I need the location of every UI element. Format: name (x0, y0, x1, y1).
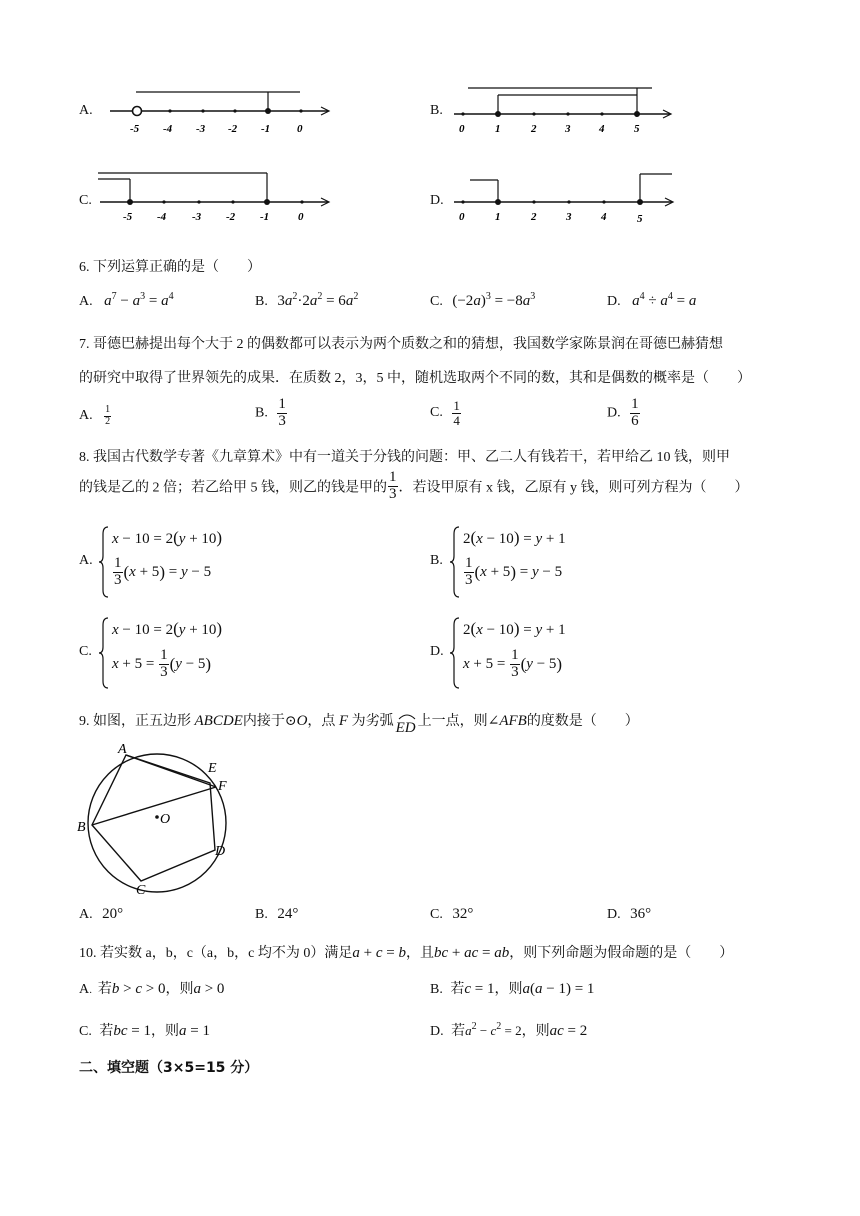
q7-option-b[interactable] (255, 397, 288, 430)
q5-option-d-number-line (452, 168, 682, 230)
figure-label-f: F (218, 779, 227, 794)
q9-option-d[interactable] (607, 906, 651, 923)
then-word: ，则 (494, 982, 523, 997)
tick-label: -5 (130, 123, 140, 135)
q7-stem-line-1: 7. 哥德巴赫提出每个大于 2 的偶数都可以表示为两个质数之和的猜想，我国数学家陈景润在哥德巴赫猜想 (79, 337, 723, 352)
tick-label: 5 (634, 123, 640, 135)
option-label: B. (430, 982, 443, 997)
if-word: 若 (99, 1024, 114, 1039)
option-label: C. (79, 1024, 92, 1039)
q10-stem-part: 10. 若实数 a，b，c（a，b，c 均不为 0）满足 (79, 946, 353, 961)
tick-label: 0 (459, 123, 465, 135)
option-value: 24° (277, 906, 299, 922)
denominator: 4 (453, 412, 460, 428)
numerator: 1 (453, 398, 460, 413)
tick-label: 2 (531, 123, 537, 135)
q7-option-a[interactable] (79, 405, 112, 427)
q8-option-d-eq-1[interactable]: 2(x − 10) = y + 1 (463, 619, 566, 638)
then-word: ，则 (150, 1024, 179, 1039)
q8-option-a-eq-2[interactable]: $\frac{1}{3}$ (x + 5) = y − 5 (114, 555, 212, 588)
tick-label: 0 (297, 123, 303, 135)
q9-figure-pentagon-in-circle (74, 738, 244, 898)
q9-stem-part: 9. 如图，正五边形 (79, 714, 191, 729)
tick-label: 0 (298, 211, 304, 223)
q5-option-a-label: A. (79, 103, 93, 118)
option-label: D. (607, 907, 621, 922)
q9-option-a[interactable] (79, 906, 123, 923)
if-word: 若 (451, 1024, 466, 1039)
figure-label-o: O (160, 812, 171, 827)
tick-label: -2 (228, 123, 238, 135)
q10-stem-part: ，则下列命题为假命题的是（ ） (509, 946, 734, 961)
q9-stem (79, 710, 639, 736)
q8-option-c-eq-1[interactable]: x − 10 = 2(y + 10) (112, 619, 223, 638)
option-label: A. (79, 907, 93, 922)
option-value: 36° (630, 906, 652, 922)
figure-label-c: C (136, 883, 146, 898)
decorative-dot: · (89, 988, 93, 999)
tick-label: 3 (566, 211, 572, 223)
q8-option-b-brace (449, 526, 461, 598)
option-label: D. (607, 294, 621, 309)
q8-option-c-brace (98, 617, 110, 689)
option-label: C. (430, 294, 443, 309)
q8-stem-part-b: ．若设甲原有 x 钱，乙原有 y 钱，则可列方程为（ ） (398, 480, 749, 496)
q8-option-b-label: B. (430, 553, 443, 568)
tick-label: 5 (637, 213, 643, 225)
tick-label: -2 (226, 211, 236, 223)
if-word: 若 (450, 982, 465, 997)
q5-option-a-number-line (108, 82, 338, 142)
option-value: 20° (102, 906, 124, 922)
q7-stem-line-2: 的研究中取得了世界领先的成果．在质数 2，3，5 中，随机选取两个不同的数，其和是偶数的概率是（ ） (79, 371, 751, 386)
q8-stem-line-2 (79, 470, 749, 503)
denominator: 3 (389, 485, 397, 502)
denominator: 3 (278, 412, 286, 429)
option-label: C. (430, 907, 443, 922)
option-label: D. (607, 405, 621, 421)
q10-stem: 10. 若实数 a，b，c（a，b，c 均不为 0）满足a + c = b，且bc + ac = ab，则下列命题为假命题的是（ ） (79, 945, 734, 961)
tick-label: 1 (495, 211, 501, 223)
q8-stem-line-1: 8. 我国古代数学专著《九章算术》中有一道关于分钱的问题：甲、乙二人有钱若干，若甲给乙 10 钱，则甲 (79, 450, 730, 465)
arc-symbol (398, 712, 416, 720)
q5-option-b-number-line (452, 82, 677, 142)
q5-option-d-label: D. (430, 193, 444, 208)
arc-name: ED (395, 720, 416, 736)
q8-stem-part-a: 的钱是乙的 2 倍；若乙给甲 5 钱，则乙的钱是甲的 (79, 480, 387, 496)
tick-label: -5 (123, 211, 133, 223)
q5-option-c-label: C. (79, 193, 92, 208)
denominator: 6 (631, 412, 639, 429)
q9-stem-part: 的度数是（ ） (526, 714, 639, 729)
q8-option-b-eq-2[interactable]: $\frac{1}{3}$ (x + 5) = y − 5 (465, 555, 563, 588)
figure-label-e: E (208, 761, 217, 776)
option-label: A (79, 982, 89, 997)
option-label: A. (79, 294, 93, 309)
q9-stem-part: 上一点，则∠ (417, 714, 500, 729)
q8-option-c-label: C. (79, 644, 92, 659)
option-label: C. (430, 405, 443, 421)
q9-stem-part: ，点 (307, 714, 336, 729)
tick-label: -3 (192, 211, 202, 223)
q9-stem-part: 为劣弧 (351, 714, 394, 729)
q10-option-c[interactable]: C. 若bc = 1，则a = 1 (79, 1023, 210, 1039)
figure-label-b: B (77, 820, 86, 835)
point-name: F (338, 713, 349, 729)
q9-stem-part: 内接于⊙ (242, 714, 297, 729)
figure-label-d: D (215, 844, 226, 859)
tick-label: -1 (261, 123, 271, 135)
tick-label: -1 (260, 211, 270, 223)
option-label: A. (79, 408, 93, 423)
q6-option-d[interactable]: D. $a^4 \div a^4 = a$ (607, 291, 697, 309)
option-value: 32° (452, 906, 474, 922)
tick-label: -4 (163, 123, 173, 135)
q8-option-a-eq-1[interactable]: x − 10 = 2(y + 10) (112, 528, 223, 547)
numerator: 1 (389, 469, 397, 485)
numerator: 1 (278, 396, 286, 412)
then-word: ，则 (165, 982, 194, 997)
tick-label: -3 (196, 123, 206, 135)
q6-option-a[interactable]: A. $a^7 - a^3 = a^4$ (79, 291, 174, 309)
tick-label: 4 (601, 211, 607, 223)
option-label: B. (255, 294, 268, 309)
q8-option-d-label: D. (430, 644, 444, 659)
q8-option-a-brace (98, 526, 110, 598)
if-word: 若 (97, 982, 112, 997)
tick-label: 3 (565, 123, 571, 135)
q5-option-c-number-line (98, 168, 338, 230)
q7-option-d[interactable] (607, 397, 641, 430)
q6-option-c[interactable]: C. $(-2a)^3 = -8a^3$ (430, 291, 536, 309)
q8-option-b-eq-1[interactable]: 2(x − 10) = y + 1 (463, 528, 566, 547)
tick-label: 0 (459, 211, 465, 223)
center-name: O (296, 713, 308, 729)
then-word: ，则 (521, 1024, 550, 1039)
tick-label: 2 (531, 211, 537, 223)
q5-option-b-label: B. (430, 103, 443, 118)
q10-stem-part: ，且 (405, 946, 434, 961)
q10-option-d[interactable]: D. 若$a^2 - c^2 = 2$，则ac = 2 (430, 1021, 588, 1039)
pentagon-name: ABCDE (194, 713, 243, 729)
numerator: 1 (105, 404, 111, 415)
q8-option-d-eq-2[interactable]: x + 5 = $\frac{1}{3}$ (y − 5) (463, 647, 563, 680)
q6-option-b[interactable]: B. $3a^2\cdot 2a^2 = 6a^2$ (255, 291, 359, 309)
tick-label: -4 (157, 211, 167, 223)
numerator: 1 (631, 396, 639, 412)
q8-option-a-label: A. (79, 553, 93, 568)
option-label: B. (255, 907, 268, 922)
q9-option-c[interactable] (430, 906, 473, 923)
q7-option-c[interactable] (430, 399, 462, 427)
angle-name: AFB (499, 713, 527, 729)
tick-label: 1 (495, 123, 501, 135)
q9-option-b[interactable] (255, 906, 298, 923)
tick-label: 4 (599, 123, 605, 135)
section-heading-fill-in-blank: 二、填空题（3×5=15 分） (79, 1060, 259, 1076)
q10-option-b[interactable]: B. 若c = 1，则a(a − 1) = 1 (430, 981, 595, 997)
q8-option-c-eq-2[interactable]: x + 5 = $\frac{1}{3}$ (y − 5) (112, 647, 212, 680)
q8-option-d-brace (449, 617, 461, 689)
option-label: D. (430, 1024, 444, 1039)
q6-stem: 6. 下列运算正确的是（ ） (79, 260, 261, 275)
q10-option-a[interactable]: A 若b > c > 0，则a > 0 (79, 981, 225, 997)
option-label: B. (255, 405, 268, 421)
figure-label-a: A (118, 742, 127, 757)
denominator: 2 (105, 415, 111, 427)
